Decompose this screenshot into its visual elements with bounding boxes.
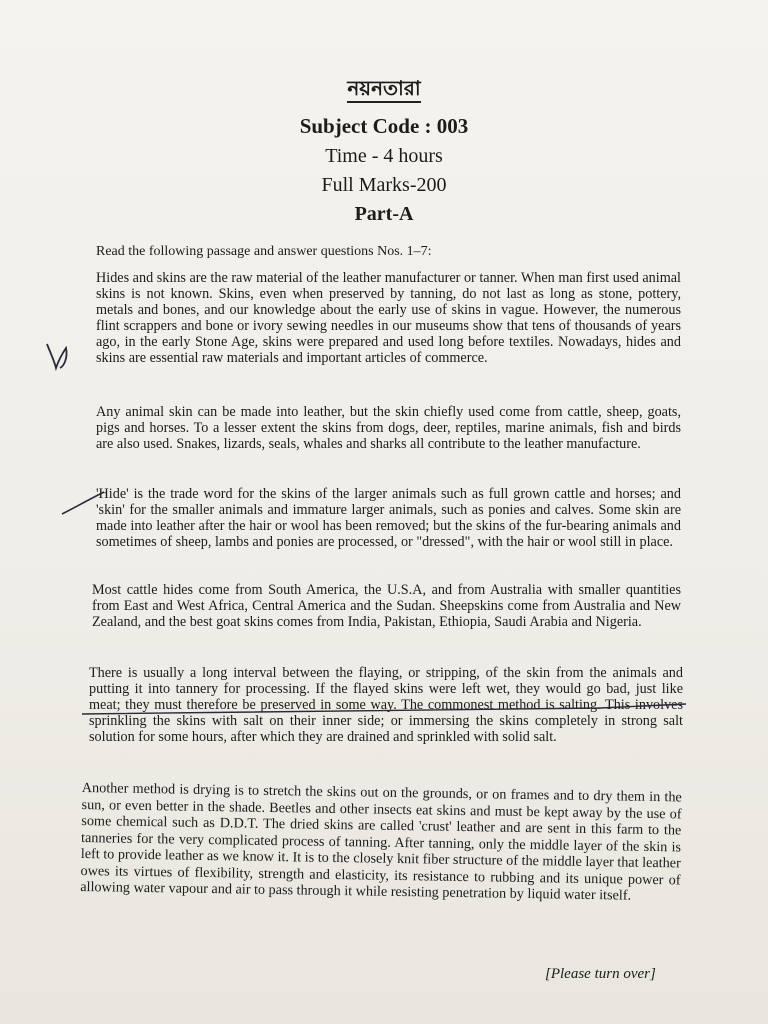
part-heading: Part-A — [354, 203, 414, 225]
passage-paragraph-4: Most cattle hides come from South America, the U.S.A, and from Australia with smaller quantities from East and West Africa, Central America and the Sudan. Sheepskins come from Australia and New Zealand, and the best goat skins comes from India, Pakistan, Ethiopia, Saudi Arabia and Nigeria. — [92, 582, 681, 630]
please-turn-over: [Please turn over] — [545, 966, 656, 982]
passage-paragraph-6: Another method is drying is to stretch the skins out on the grounds, or on frames and to dry them in the sun, or even better in the shade. Beetles and other insects eat skins and must be kept away by the use of some chemical such as D.D.T. The dried skins are called 'crust' leather and are sent in this farm to the tanneries for the very complicated process of tanning. After tanning, only the middle layer of the skin is left to provide leather as we know it. It is to the closely knit fiber structure of the middle layer that leather owes its virtues of flexibility, strength and elasticity, its resistance to rubbing and its unique power of allowing water vapour and air to pass through it while resisting penetration by liquid water itself. — [80, 780, 682, 904]
passage-paragraph-2: Any animal skin can be made into leather, but the skin chiefly used come from cattle, sheep, goats, pigs and horses. To a lesser extent the skins from dogs, deer, reptiles, marine animals, fish and birds are also used. Snakes, lizards, seals, whales and sharks all contribute to the leather manufacture. — [96, 404, 681, 452]
subject-code: Subject Code : 003 — [299, 114, 469, 138]
instruction-text: Read the following passage and answer questions Nos. 1–7: — [96, 244, 432, 259]
bengali-title: নয়নতারা — [0, 74, 768, 107]
pen-tick-mark — [44, 338, 76, 374]
passage-paragraph-3: 'Hide' is the trade word for the skins of the larger animals such as full grown cattle and horses; and 'skin' for the smaller animals and immature larger animals, such as ponies and calves. Some skin are made into leather after the hair or wool has been removed; but the skins of the fur-bearing animals and sometimes of sheep, lambs and ponies are processed, or "dressed", with the hair or wool still in place. — [96, 486, 681, 550]
full-marks: Full Marks-200 — [321, 174, 447, 196]
passage-paragraph-1: Hides and skins are the raw material of the leather manufacturer or tanner. When man first used animal skins is not known. Skins, even when preserved by tanning, do not last as long as stone, pottery, metals and bones, and our knowledge about the early use of skins in vague. However, the numerous flint scrappers and bone or ivory sewing needles in our museums show that tens of thousands of years ago, in the early Stone Age, skins were prepared and used long before textiles. Nowadays, hides and skins are essential raw materials and important articles of commerce. — [96, 270, 681, 366]
time-limit: Time - 4 hours — [325, 145, 443, 167]
passage-paragraph-5: There is usually a long interval between the flaying, or stripping, of the skin from the animals and putting it into tannery for processing. If the flayed skins were left wet, they would go bad, just like meat; they must therefore be preserved in some way. The commonest method is salting. This involves sprinkling the skins with salt on their inner side; or immersing the skins completely in strong salt solution for some hours, after which they are drained and sprinkled with solid salt. — [89, 665, 683, 745]
